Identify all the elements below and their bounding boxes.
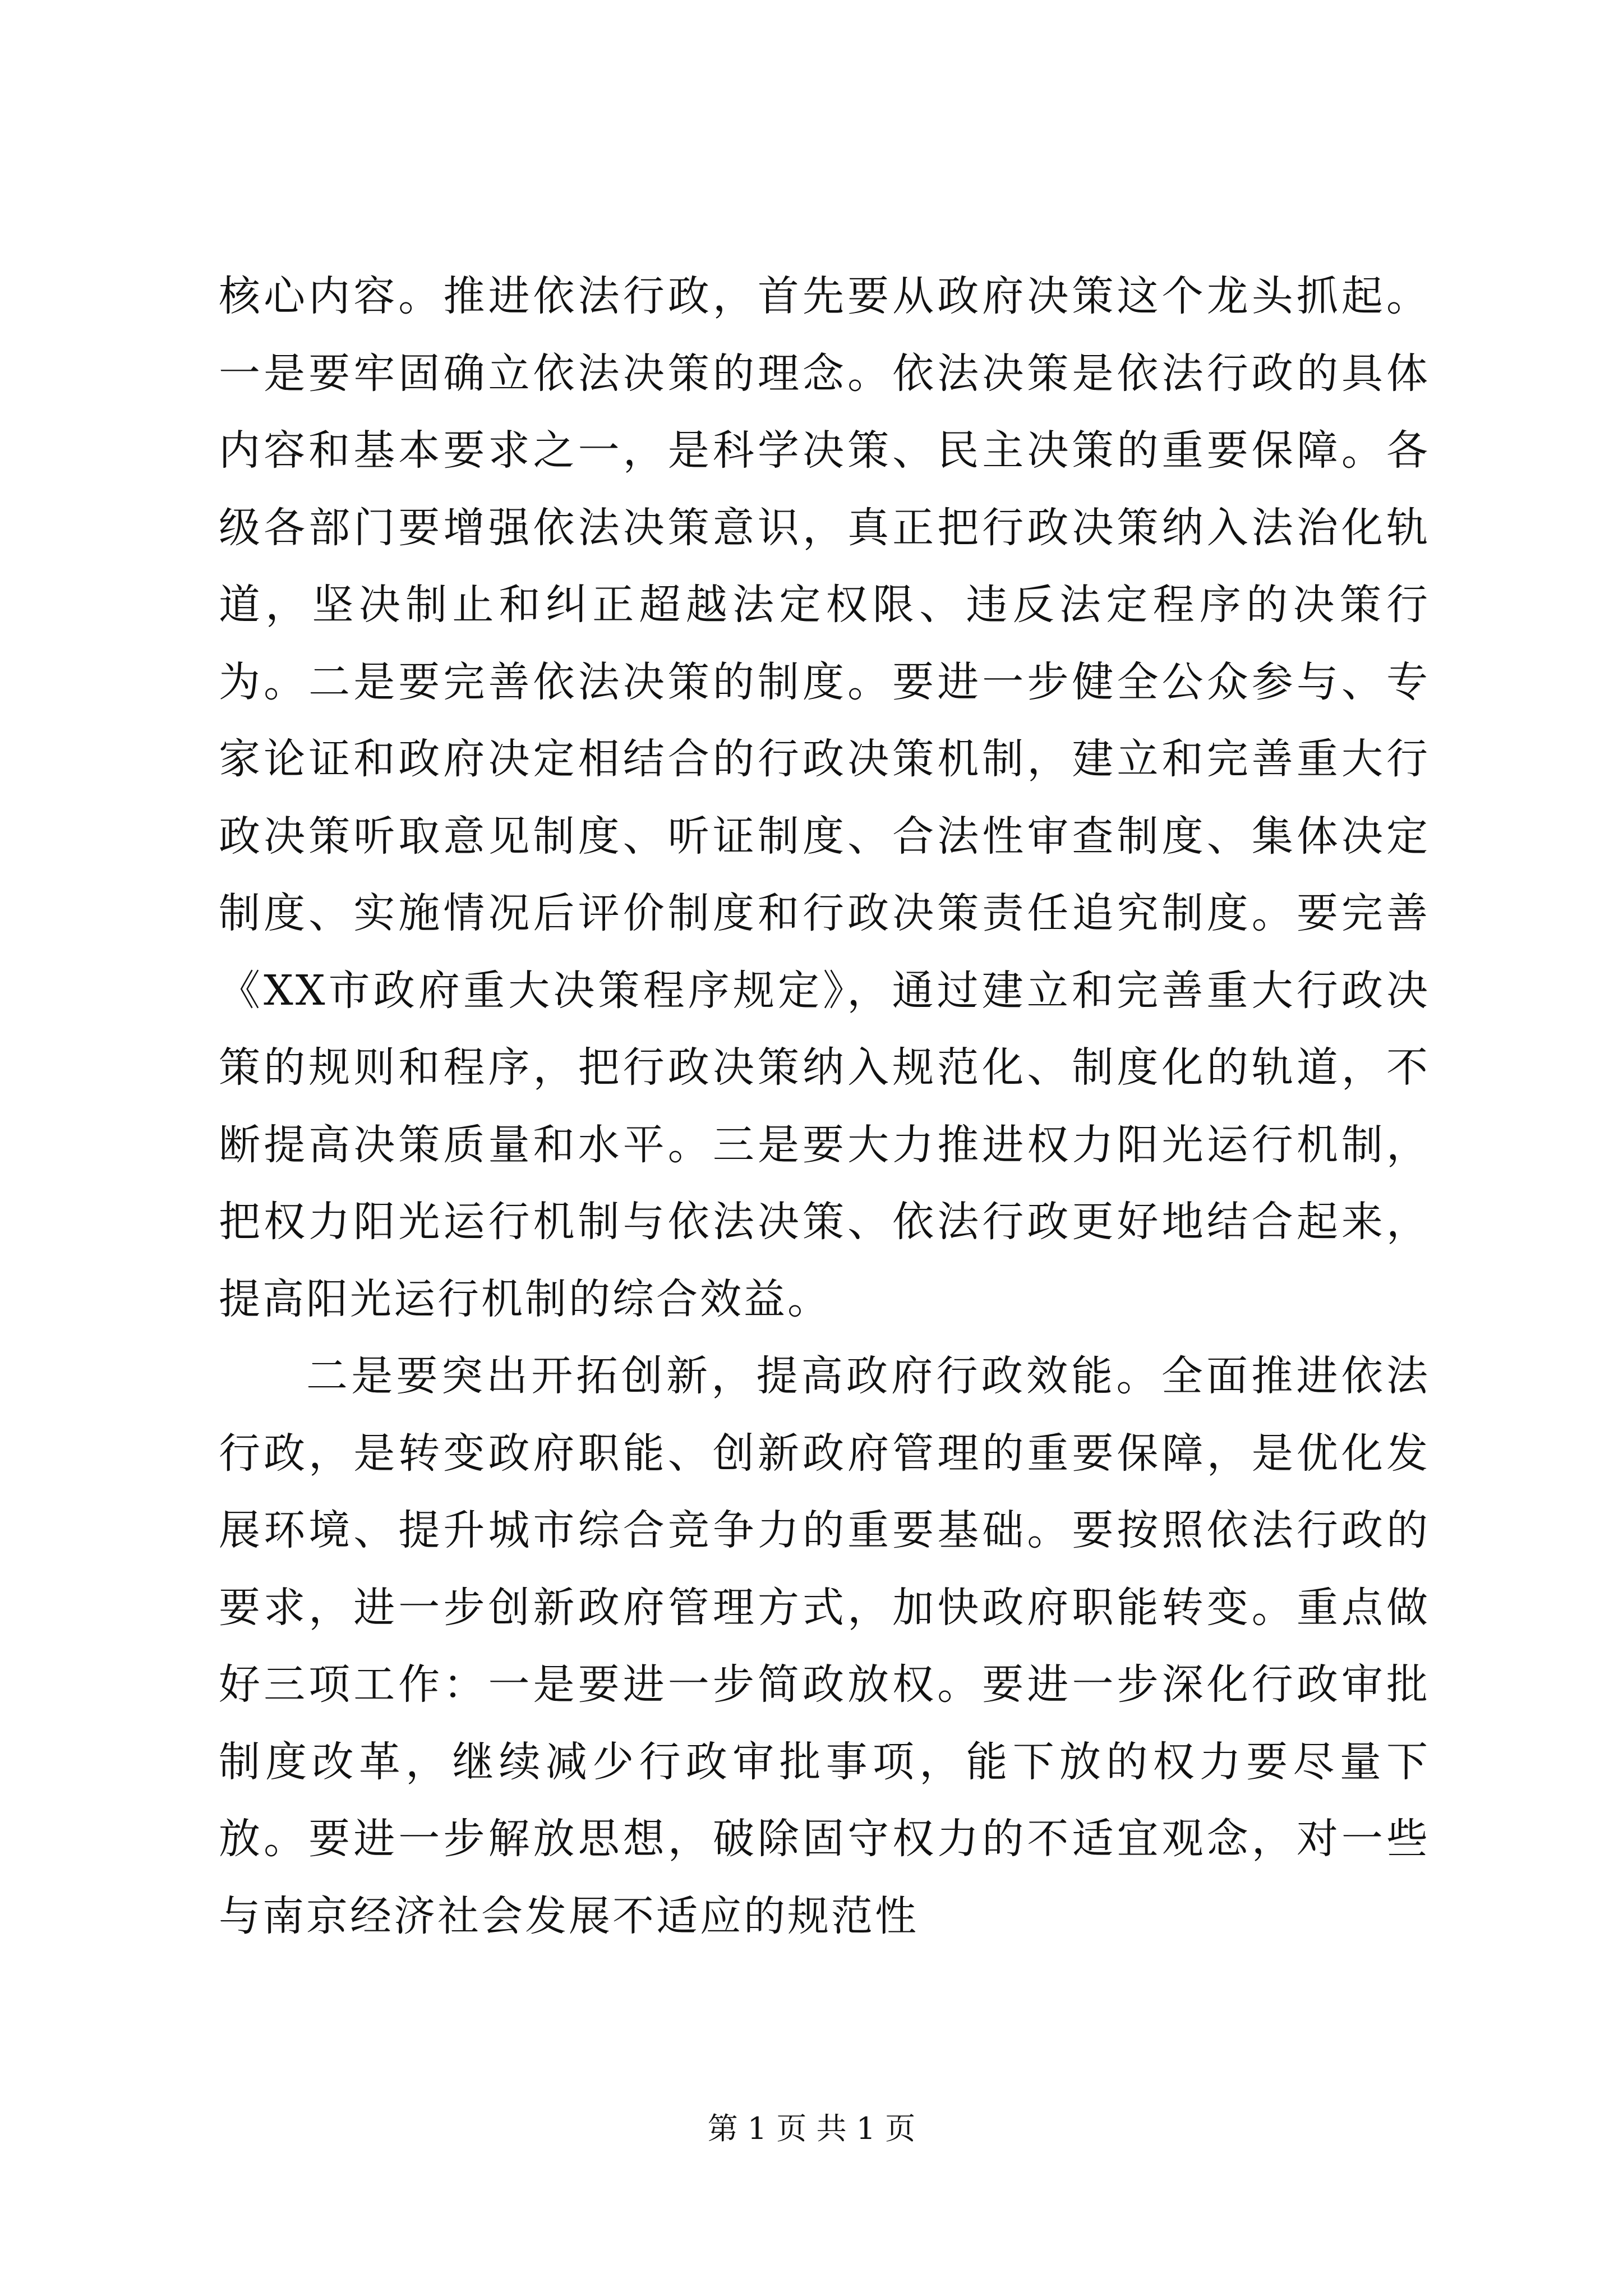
document-body [219,258,1430,1955]
paragraph-2: 二是要突出开拓创新，提高政府行政效能。全面推进依法行政，是转变政府职能、创新政府管理的重要保障，是优化发展环境、提升城市综合竞争力的重要基础。要按照依法行政的要求，进一步创新政府管理方式，加快政府职能转变。重点做好三项工作：一是要进一步简政放权。要进一步深化行政审批制度改革，继续减少行政审批事项，能下放的权力要尽量下放。要进一步解放思想，破除固守权力的不适宜观念，对一些与南京经济社会发展不适应的规范性 [219,1352,1430,1940]
page-footer: 第 1 页 共 1 页 [707,2111,916,2146]
paragraph-1: 核心内容。推进依法行政，首先要从政府决策这个龙头抓起。一是要牢固确立依法决策的理念。依法决策是依法行政的具体内容和基本要求之一，是科学决策、民主决策的重要保障。各级各部门要增强依法决策意识，真正把行政决策纳入法治化轨道，坚决制止和纠正超越法定权限、违反法定程序的决策行为。二是要完善依法决策的制度。要进一步健全公众参与、专家论证和政府决定相结合的行政决策机制，建立和完善重大行政决策听取意见制度、听证制度、合法性审查制度、集体决定制度、实施情况后评价制度和行政决策责任追究制度。要完善《XX市政府重大决策程序规定》，通过建立和完善重大行政决策的规则和程序，把行政决策纳入规范化、制度化的轨道，不断提高决策质量和水平。三是要大力推进权力阳光运行机制，把权力阳光运行机制与依法决策、依法行政更好地结合起来，提高阳光运行机制的综合效益。 [219,272,1430,1323]
